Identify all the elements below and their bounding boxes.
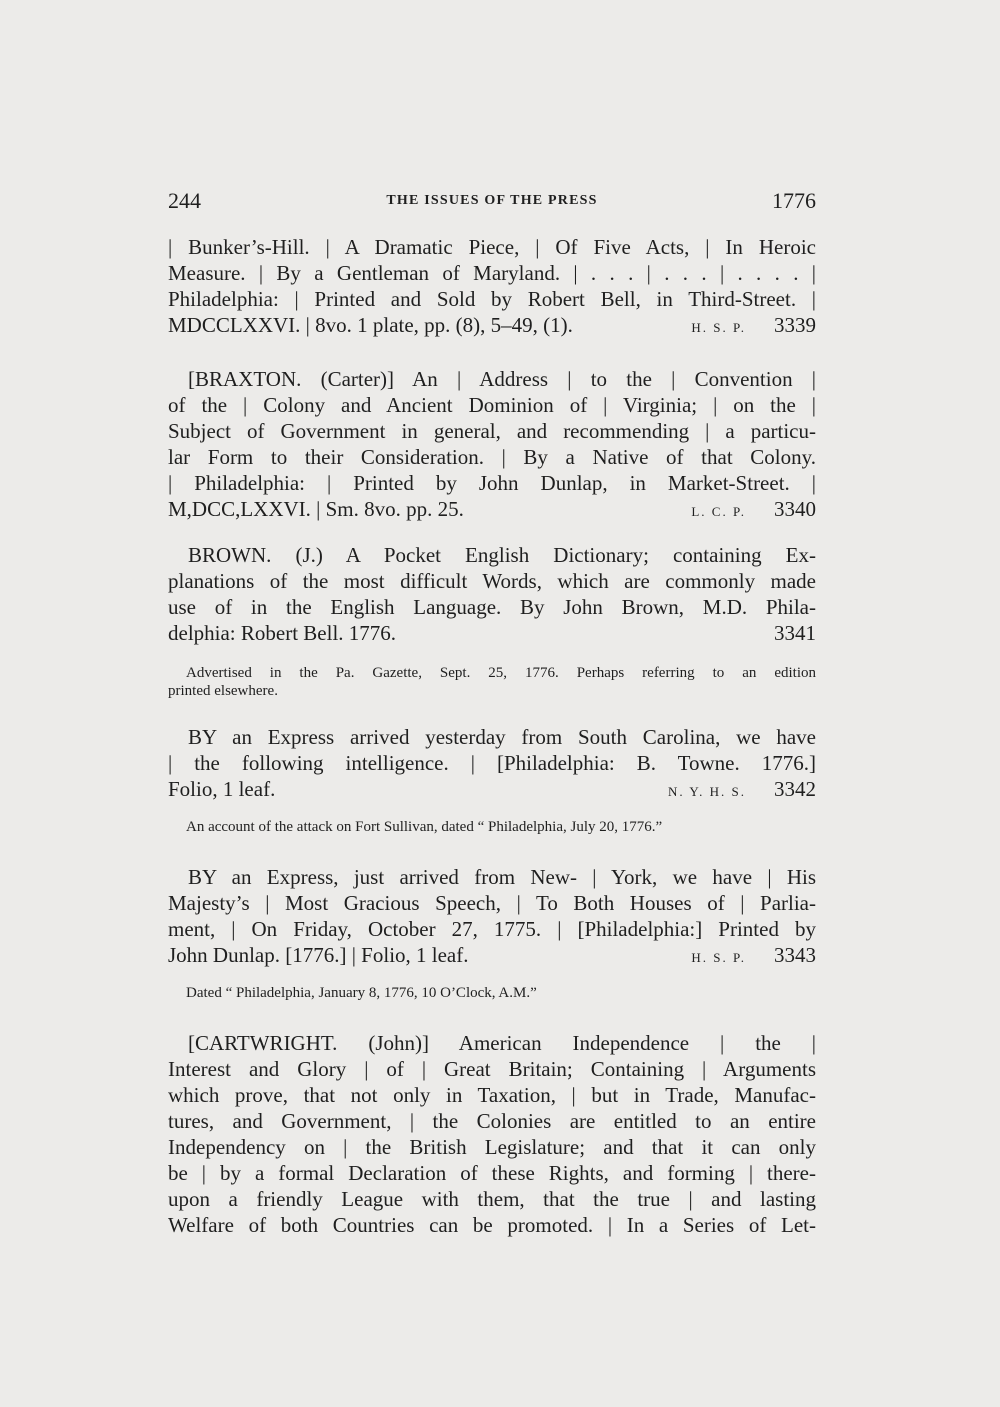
library-location: N. Y. H. S. (668, 784, 746, 799)
entry-line: which prove, that not only in Taxation, | but in Trade, Manufac- (168, 1083, 816, 1107)
entry-line: of the | Colony and Ancient Dominion of | Virginia; | on the | (168, 393, 816, 417)
entry-line: Majesty’s | Most Gracious Speech, | To Both Houses of | Parlia- (168, 891, 816, 915)
entry-3339 (168, 234, 816, 338)
library-location: L. C. P. (691, 504, 746, 519)
entry-number: 3340 (774, 497, 816, 521)
entry-line: Philadelphia: | Printed and Sold by Robert Bell, in Third-Street. | (168, 287, 816, 311)
entry-last-line (168, 620, 816, 646)
imprint-text: Folio, 1 leaf. (168, 777, 276, 801)
entry-cartwright (168, 1030, 816, 1238)
entry-reference (691, 496, 816, 522)
entry-last-line (168, 496, 816, 522)
note-line: Dated “ Philadelphia, January 8, 1776, 10 O’Clock, A.M.” (186, 985, 537, 1001)
entry-reference (691, 312, 816, 338)
entry-note (168, 664, 816, 700)
note-line: printed elsewhere. (168, 683, 278, 699)
entry-3343 (168, 864, 816, 968)
entry-line: Independency on | the British Legislature; and that it can only (168, 1135, 816, 1159)
imprint-text: MDCCLXXVI. | 8vo. 1 plate, pp. (8), 5–49, (1). (168, 313, 573, 337)
page-number: 244 (168, 188, 201, 213)
entry-last-line (168, 942, 816, 968)
entry-note (168, 818, 816, 836)
running-title: THE ISSUES OF THE PRESS (386, 193, 598, 208)
entry-line: use of in the English Language. By John Brown, M.D. Phila- (168, 595, 816, 619)
note-line: An account of the attack on Fort Sullivan, dated “ Philadelphia, July 20, 1776.” (186, 819, 663, 835)
entry-3341 (168, 542, 816, 646)
entry-line: lar Form to their Consideration. | By a Native of that Colony. (168, 445, 816, 469)
entry-line: planations of the most difficult Words, which are commonly made (168, 569, 816, 593)
entry-line: BY an Express, just arrived from New- | York, we have | His (188, 865, 816, 889)
entry-line: ment, | On Friday, October 27, 1775. | [Philadelphia:] Printed by (168, 917, 816, 941)
entry-line: [CARTWRIGHT. (John)] American Independence | the | (188, 1031, 816, 1055)
entry-number: 3343 (774, 943, 816, 967)
note-line: Advertised in the Pa. Gazette, Sept. 25, 1776. Perhaps referring to an edition (186, 665, 816, 681)
entry-reference (668, 776, 816, 802)
entry-3342 (168, 724, 816, 802)
entry-line: be | by a formal Declaration of these Rights, and forming | there- (168, 1161, 816, 1185)
entry-number: 3341 (774, 621, 816, 645)
header-year: 1776 (772, 188, 816, 213)
entry-line: | Philadelphia: | Printed by John Dunlap, in Market-Street. | (168, 471, 816, 495)
entry-line: | the following intelligence. | [Philadelphia: B. Towne. 1776.] (168, 751, 816, 775)
entry-note (168, 984, 816, 1002)
entry-line: BY an Express arrived yesterday from South Carolina, we have (188, 725, 816, 749)
entry-line: | Bunker’s-Hill. | A Dramatic Piece, | Of Five Acts, | In Heroic (168, 235, 816, 259)
entry-line: Welfare of both Countries can be promoted. | In a Series of Let- (168, 1213, 816, 1237)
entry-line: Subject of Government in general, and recommending | a particu- (168, 419, 816, 443)
entry-line: [BRAXTON. (Carter)] An | Address | to the | Convention | (188, 367, 816, 391)
entry-last-line (168, 776, 816, 802)
entry-line: Interest and Glory | of | Great Britain; Containing | Arguments (168, 1057, 816, 1081)
entry-line: Measure. | By a Gentleman of Maryland. | . . . | . . . | . . . . | (168, 261, 816, 285)
entry-line: upon a friendly League with them, that the true | and lasting (168, 1187, 816, 1211)
running-header (168, 188, 816, 220)
library-location: H. S. P. (691, 950, 746, 965)
imprint-text: John Dunlap. [1776.] | Folio, 1 leaf. (168, 943, 469, 967)
entry-last-line (168, 312, 816, 338)
entry-reference (774, 620, 816, 646)
entry-3340 (168, 366, 816, 522)
entry-reference (691, 942, 816, 968)
entry-number: 3342 (774, 777, 816, 801)
library-location: H. S. P. (691, 320, 746, 335)
imprint-text: M,DCC,LXXVI. | Sm. 8vo. pp. 25. (168, 497, 464, 521)
imprint-text: delphia: Robert Bell. 1776. (168, 621, 397, 645)
entry-line: tures, and Government, | the Colonies are entitled to an entire (168, 1109, 816, 1133)
entry-line: BROWN. (J.) A Pocket English Dictionary; containing Ex- (188, 543, 816, 567)
entry-number: 3339 (774, 313, 816, 337)
